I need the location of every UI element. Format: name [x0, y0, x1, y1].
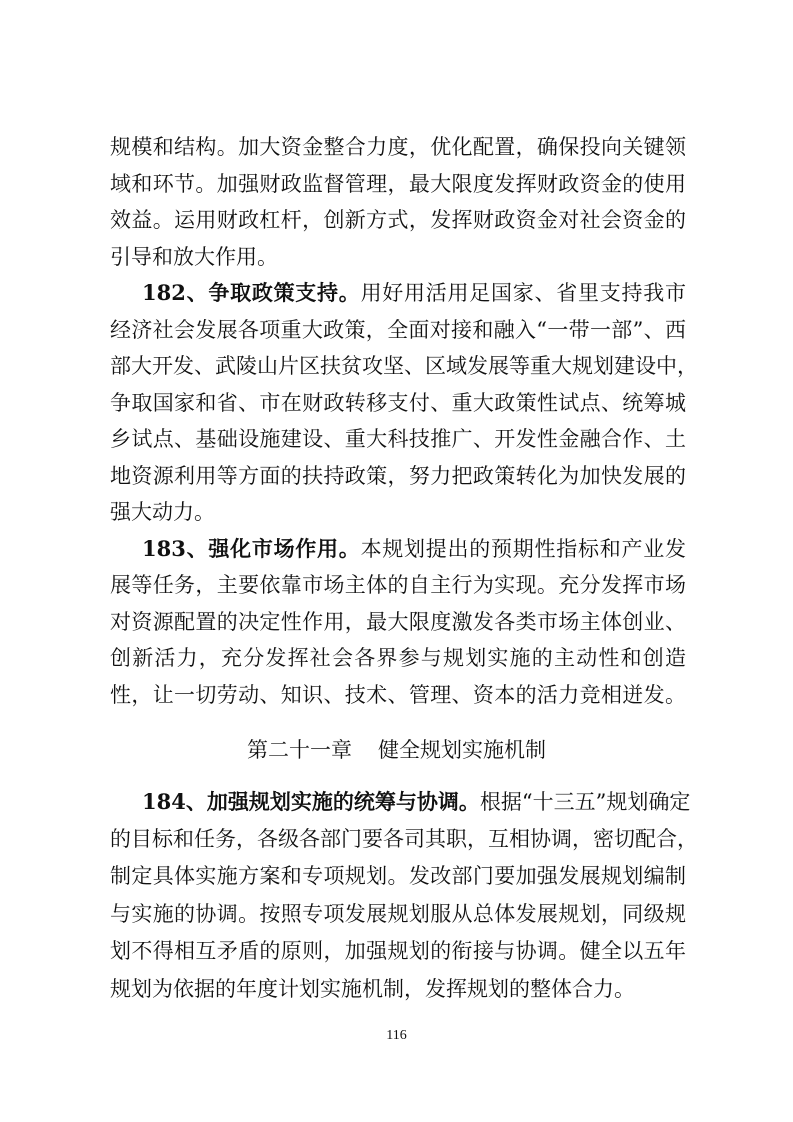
- text-line: 域和环节。加强财政监督管理，最大限度发挥财政资金的使用: [110, 171, 686, 196]
- chapter-title: 健全规划实施机制: [378, 738, 546, 762]
- paragraph-lead: 183、强化市场作用。: [142, 535, 361, 561]
- text-line: [110, 275, 686, 312]
- text-line: 对资源配置的决定性作用，最大限度激发各类市场主体创业、: [110, 609, 686, 634]
- text-line: 强大动力。: [110, 500, 215, 524]
- text-line: 划不得相互矛盾的原则，加强规划的衔接与协调。健全以五年: [110, 939, 686, 963]
- body-text-block: [110, 129, 698, 713]
- text-span: 根据“十三五”规划确定: [479, 790, 691, 814]
- text-line: 的目标和任务，各级各部门要各司其职，互相协调，密切配合，: [110, 826, 698, 851]
- text-line: [110, 783, 691, 821]
- paragraph-183: [110, 531, 686, 714]
- page-number: 116: [386, 1028, 407, 1043]
- text-line: [110, 531, 686, 568]
- paragraph-181-continued: [110, 129, 686, 275]
- text-line: 规模和结构。加大资金整合力度，优化配置，确保投向关键领: [110, 135, 686, 159]
- text-line: 展等任务，主要依靠市场主体的自主行为实现。充分发挥市场: [110, 573, 686, 597]
- text-line: 创新活力，充分发挥社会各界参与规划实施的主动性和创造: [110, 646, 686, 670]
- chapter-heading: [0, 732, 793, 768]
- chapter-number: 第二十一章: [247, 738, 352, 762]
- paragraph-182: [110, 275, 698, 531]
- text-line: 性，让一切劳动、知识、技术、管理、资本的活力竞相迸发。: [110, 682, 686, 707]
- text-line: 制定具体实施方案和专项规划。发改部门要加强发展规划编制: [110, 864, 686, 888]
- text-line: 引导和放大作用。: [110, 244, 278, 269]
- paragraph-lead: 184、加强规划实施的统筹与协调。: [142, 789, 480, 814]
- text-span: 用好用活用足国家、省里支持我市: [360, 281, 687, 305]
- paragraph-lead: 182、争取政策支持。: [142, 280, 361, 305]
- text-line: 效益。运用财政杠杆，创新方式，发挥财政资金对社会资金的: [110, 208, 686, 232]
- text-line: 地资源利用等方面的扶持政策，努力把政策转化为加快发展的: [110, 463, 686, 488]
- text-line: 争取国家和省、市在财政转移支付、重大政策性试点、统筹城: [110, 390, 686, 415]
- text-line: 乡试点、基础设施建设、重大科技推广、开发性金融合作、土: [110, 427, 686, 451]
- text-span: 本规划提出的预期性指标和产业发: [360, 536, 687, 561]
- text-line: 部大开发、武陵山片区扶贫攻坚、区域发展等重大规划建设中，: [110, 354, 698, 378]
- text-line: 经济社会发展各项重大政策，全面对接和融入“一带一部”、西: [110, 317, 686, 342]
- text-line: 规划为依据的年度计划实施机制，发挥规划的整体合力。: [110, 976, 635, 1001]
- text-line: 与实施的协调。按照专项发展规划服从总体发展规划，同级规: [110, 901, 686, 926]
- paragraph-184: [110, 783, 698, 1008]
